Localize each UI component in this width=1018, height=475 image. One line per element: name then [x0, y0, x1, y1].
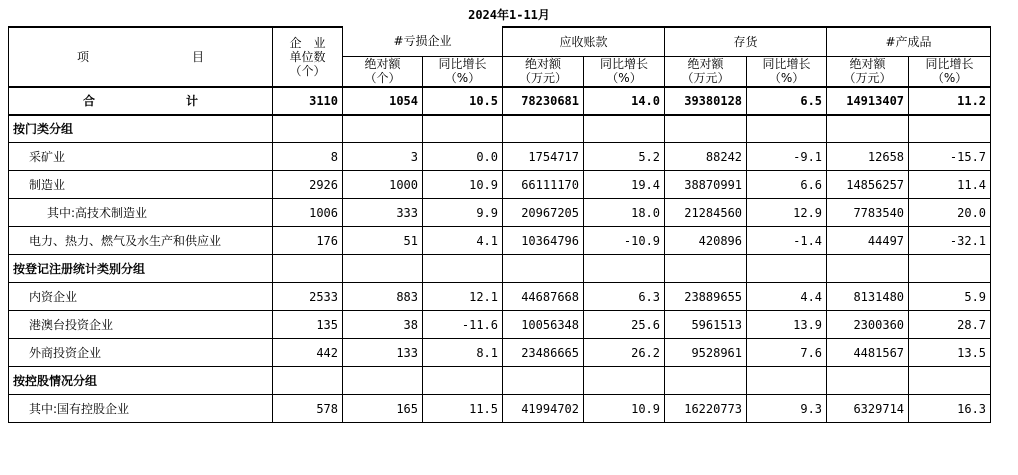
table-cell [503, 367, 584, 395]
table-row [9, 227, 991, 255]
table-cell: 2300360 [827, 311, 909, 339]
table-cell [827, 255, 909, 283]
table-cell: 38 [343, 311, 423, 339]
table-cell: 66111170 [503, 171, 584, 199]
table-cell: 10.9 [584, 395, 665, 423]
header-receivables-group: 应收账款 [503, 27, 665, 56]
table-cell: 1054 [343, 87, 423, 115]
table-cell [665, 367, 747, 395]
table-cell [343, 367, 423, 395]
table-title: 2024年1-11月 [468, 8, 550, 22]
table-cell: 2926 [273, 171, 343, 199]
table-row [9, 171, 991, 199]
table-cell: 133 [343, 339, 423, 367]
table-cell: 20.0 [909, 199, 991, 227]
table-cell: 51 [343, 227, 423, 255]
table-cell: 5.9 [909, 283, 991, 311]
table-cell: -1.4 [747, 227, 827, 255]
table-cell: 21284560 [665, 199, 747, 227]
table-cell [909, 367, 991, 395]
table-cell: 11.5 [423, 395, 503, 423]
header-inv-yoy: 同比增长 （%） [747, 56, 827, 87]
header-recv-abs: 绝对额 （万元） [503, 56, 584, 87]
header-units: 企 业 单位数 （个） [273, 27, 343, 87]
table-cell: 13.9 [747, 311, 827, 339]
table-cell: 6.6 [747, 171, 827, 199]
table-cell [584, 367, 665, 395]
table-cell: 1006 [273, 199, 343, 227]
table-cell [909, 255, 991, 283]
table-cell: 5961513 [665, 311, 747, 339]
table-cell: 2533 [273, 283, 343, 311]
row-label: 其中:国有控股企业 [9, 395, 273, 423]
table-cell: 135 [273, 311, 343, 339]
table-cell: 8 [273, 143, 343, 171]
table-cell [827, 115, 909, 143]
table-cell: 10.9 [423, 171, 503, 199]
table-cell: 78230681 [503, 87, 584, 115]
table-cell: 14856257 [827, 171, 909, 199]
header-fin-yoy: 同比增长 （%） [909, 56, 991, 87]
table-cell: 12.1 [423, 283, 503, 311]
table-cell: 20967205 [503, 199, 584, 227]
table-cell: 16220773 [665, 395, 747, 423]
table-cell: 8131480 [827, 283, 909, 311]
table-cell: 19.4 [584, 171, 665, 199]
table-cell: -15.7 [909, 143, 991, 171]
table-cell: 6329714 [827, 395, 909, 423]
table-cell: 10056348 [503, 311, 584, 339]
table-row [9, 339, 991, 367]
statistics-table [8, 26, 991, 423]
table-cell: 883 [343, 283, 423, 311]
table-cell: 4.4 [747, 283, 827, 311]
table-cell: 16.3 [909, 395, 991, 423]
row-label: 按登记注册统计类别分组 [9, 255, 273, 283]
table-cell [273, 115, 343, 143]
table-cell: 41994702 [503, 395, 584, 423]
table-cell: 1754717 [503, 143, 584, 171]
table-cell: 8.1 [423, 339, 503, 367]
table-cell: 7783540 [827, 199, 909, 227]
row-label: 采矿业 [9, 143, 273, 171]
table-cell: 333 [343, 199, 423, 227]
header-finished-goods-group: #产成品 [827, 27, 991, 56]
total-label: 合 计 [9, 87, 273, 115]
table-cell: 420896 [665, 227, 747, 255]
total-row [9, 87, 991, 115]
table-cell [584, 255, 665, 283]
table-cell: 18.0 [584, 199, 665, 227]
table-cell: -10.9 [584, 227, 665, 255]
table-cell: 0.0 [423, 143, 503, 171]
table-cell [747, 255, 827, 283]
table-cell: 12.9 [747, 199, 827, 227]
table-cell [909, 115, 991, 143]
table-cell: 11.2 [909, 87, 991, 115]
table-cell: -9.1 [747, 143, 827, 171]
table-cell [343, 115, 423, 143]
table-cell: 14.0 [584, 87, 665, 115]
table-cell: 10364796 [503, 227, 584, 255]
table-row [9, 143, 991, 171]
table-cell [827, 367, 909, 395]
group-header-row [9, 115, 991, 143]
table-cell: 4481567 [827, 339, 909, 367]
table-cell [747, 115, 827, 143]
table-cell: -11.6 [423, 311, 503, 339]
table-cell: 165 [343, 395, 423, 423]
table-cell: 5.2 [584, 143, 665, 171]
table-cell [343, 255, 423, 283]
table-cell [665, 115, 747, 143]
table-cell: 14913407 [827, 87, 909, 115]
table-cell: 9.9 [423, 199, 503, 227]
group-header-row [9, 367, 991, 395]
table-cell: 3 [343, 143, 423, 171]
table-row [9, 199, 991, 227]
table-cell: 1000 [343, 171, 423, 199]
header-recv-yoy: 同比增长 （%） [584, 56, 665, 87]
table-cell: 176 [273, 227, 343, 255]
header-loss-abs: 绝对额 （个） [343, 56, 423, 87]
table-cell [273, 255, 343, 283]
header-inventory-group: 存货 [665, 27, 827, 56]
table-cell: 3110 [273, 87, 343, 115]
table-row [9, 283, 991, 311]
header-inv-abs: 绝对额 （万元） [665, 56, 747, 87]
table-cell: 10.5 [423, 87, 503, 115]
row-label: 外商投资企业 [9, 339, 273, 367]
table-cell: 6.5 [747, 87, 827, 115]
table-cell: 26.2 [584, 339, 665, 367]
table-cell: 25.6 [584, 311, 665, 339]
table-cell: 23889655 [665, 283, 747, 311]
table-cell: 4.1 [423, 227, 503, 255]
table-cell: 11.4 [909, 171, 991, 199]
table-cell: 88242 [665, 143, 747, 171]
table-cell: 23486665 [503, 339, 584, 367]
row-label: 按门类分组 [9, 115, 273, 143]
table-cell: 44687668 [503, 283, 584, 311]
row-label: 按控股情况分组 [9, 367, 273, 395]
table-cell [665, 255, 747, 283]
table-cell [503, 255, 584, 283]
table-cell: 578 [273, 395, 343, 423]
table-cell: -32.1 [909, 227, 991, 255]
table-cell [423, 115, 503, 143]
table-cell [273, 367, 343, 395]
header-item: 项 目 [9, 27, 273, 87]
header-loss-group: #亏损企业 [343, 27, 503, 56]
row-label: 港澳台投资企业 [9, 311, 273, 339]
group-header-row [9, 255, 991, 283]
table-cell: 9.3 [747, 395, 827, 423]
table-cell: 6.3 [584, 283, 665, 311]
table-cell [423, 255, 503, 283]
table-cell: 39380128 [665, 87, 747, 115]
header-fin-abs: 绝对额 （万元） [827, 56, 909, 87]
header-loss-yoy: 同比增长 （%） [423, 56, 503, 87]
table-cell: 38870991 [665, 171, 747, 199]
table-cell: 28.7 [909, 311, 991, 339]
table-cell [423, 367, 503, 395]
table-cell [503, 115, 584, 143]
table-cell: 9528961 [665, 339, 747, 367]
table-cell [584, 115, 665, 143]
row-label: 其中:高技术制造业 [9, 199, 273, 227]
row-label: 制造业 [9, 171, 273, 199]
table-row [9, 311, 991, 339]
table-cell: 7.6 [747, 339, 827, 367]
row-label: 电力、热力、燃气及水生产和供应业 [9, 227, 273, 255]
table-cell [747, 367, 827, 395]
table-cell: 13.5 [909, 339, 991, 367]
table-cell: 12658 [827, 143, 909, 171]
table-cell: 44497 [827, 227, 909, 255]
table-row [9, 395, 991, 423]
row-label: 内资企业 [9, 283, 273, 311]
table-cell: 442 [273, 339, 343, 367]
